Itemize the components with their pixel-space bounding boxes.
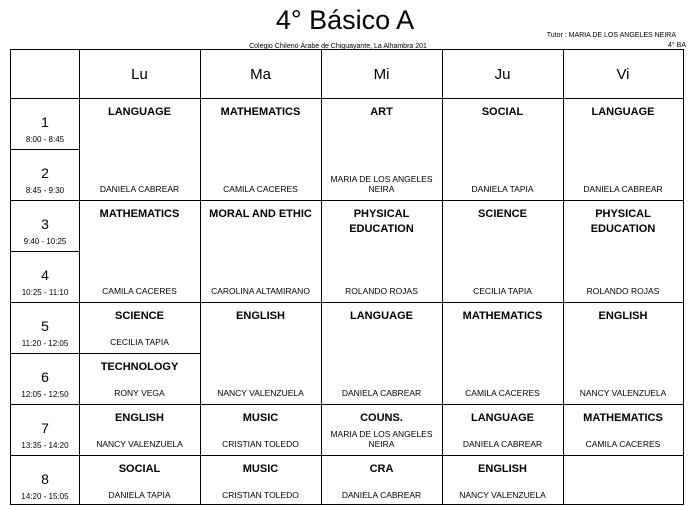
grid-line — [321, 302, 442, 303]
period-number: 4 — [41, 267, 49, 283]
period-label — [11, 353, 79, 404]
grid-line — [563, 200, 683, 201]
lesson-cell[interactable] — [563, 98, 683, 200]
period-label — [11, 98, 79, 149]
school-name: Colegio Chileno Árabe de Chiguayante, La Alhambra 201 — [249, 43, 427, 50]
grid-line — [11, 98, 683, 99]
period-label — [11, 302, 79, 353]
period-time: 13:35 - 14:20 — [21, 441, 69, 450]
lesson-teacher: NANCY VALENZUELA — [96, 439, 183, 449]
day-header: Ju — [494, 65, 511, 83]
lesson-subject: MATHEMATICS — [220, 106, 301, 118]
grid-line — [200, 455, 321, 456]
lesson-subject: ENGLISH — [598, 310, 648, 322]
day-header: Vi — [616, 65, 630, 83]
grid-line — [563, 404, 683, 405]
lesson-teacher: DANIELA TAPIA — [471, 184, 534, 194]
lesson-cell[interactable] — [200, 302, 321, 404]
period-number: 2 — [41, 165, 49, 181]
lesson-teacher: CECILIA TAPIA — [110, 337, 169, 347]
grid-line — [79, 50, 80, 504]
grid-line — [11, 251, 79, 252]
lesson-teacher: NANCY VALENZUELA — [217, 388, 304, 398]
lesson-cell[interactable] — [563, 200, 683, 302]
lesson-teacher: CAMILA CACERES — [102, 286, 177, 296]
grid-line — [563, 455, 683, 456]
group-code: 4° BA — [668, 42, 686, 49]
day-header: Lu — [131, 65, 148, 83]
lesson-cell[interactable] — [200, 404, 321, 455]
grid-line — [563, 302, 683, 303]
lesson-subject: MORAL AND ETHIC — [209, 208, 312, 220]
lesson-subject: MATHEMATICS — [99, 208, 180, 220]
lesson-cell[interactable] — [563, 302, 683, 404]
lesson-teacher: NANCY VALENZUELA — [579, 388, 667, 398]
lesson-teacher: CECILIA TAPIA — [473, 286, 532, 296]
period-time: 14:20 - 15:05 — [21, 492, 69, 501]
lesson-subject: ENGLISH — [478, 463, 527, 475]
grid-line — [200, 50, 201, 504]
period-label — [11, 149, 79, 200]
lesson-cell[interactable] — [321, 455, 442, 506]
lesson-teacher: DANIELA CABREAR — [583, 184, 663, 194]
grid-line — [11, 404, 79, 405]
lesson-subject: ENGLISH — [115, 412, 164, 424]
grid-line — [11, 200, 79, 201]
lesson-cell[interactable] — [442, 98, 563, 200]
grid-line — [79, 200, 200, 201]
grid-line — [11, 149, 79, 150]
lesson-subject: ENGLISH — [236, 310, 285, 322]
period-label — [11, 251, 79, 302]
period-time: 8:00 - 8:45 — [25, 135, 65, 144]
period-time: 8:45 - 9:30 — [25, 186, 65, 195]
schedule-title: 4° Básico A — [275, 5, 415, 35]
grid-line — [321, 200, 442, 201]
day-header: Ma — [250, 65, 271, 83]
grid-line — [11, 353, 79, 354]
lesson-teacher: ROLANDO ROJAS — [586, 286, 660, 296]
lesson-cell[interactable] — [442, 455, 563, 506]
period-number: 3 — [41, 216, 49, 232]
lesson-cell[interactable] — [321, 200, 442, 302]
period-number: 5 — [41, 318, 49, 334]
grid-line — [321, 50, 322, 504]
lesson-subject: TECHNOLOGY — [100, 361, 179, 373]
period-number: 8 — [41, 471, 49, 487]
grid-line — [321, 455, 442, 456]
lesson-teacher: RONY VEGA — [114, 388, 165, 398]
period-label — [11, 404, 79, 455]
lesson-cell[interactable] — [442, 200, 563, 302]
lesson-subject: LANGUAGE — [350, 310, 413, 322]
lesson-teacher: CRISTIAN TOLEDO — [222, 439, 299, 449]
grid-line — [79, 353, 200, 354]
lesson-subject: MATHEMATICS — [462, 310, 543, 322]
lesson-teacher: DANIELA CABREAR — [341, 490, 422, 500]
lesson-cell[interactable] — [79, 302, 200, 353]
lesson-subject: PHYSICAL EDUCATION — [349, 208, 414, 235]
lesson-subject: ART — [370, 106, 393, 118]
lesson-cell[interactable] — [200, 200, 321, 302]
lesson-cell[interactable] — [321, 302, 442, 404]
period-time: 9:40 - 10:25 — [23, 237, 67, 246]
lesson-teacher: MARIA DE LOS ANGELES NEIRA — [330, 174, 433, 194]
period-number: 7 — [41, 420, 49, 436]
grid-line — [200, 302, 321, 303]
grid-line — [11, 455, 79, 456]
grid-line — [442, 404, 563, 405]
lesson-subject: LANGUAGE — [591, 106, 655, 118]
grid-line — [563, 50, 564, 504]
lesson-subject: LANGUAGE — [108, 106, 171, 118]
lesson-cell[interactable] — [442, 404, 563, 455]
lesson-teacher: MARIA DE LOS ANGELES NEIRA — [330, 429, 433, 449]
grid-line — [442, 455, 563, 456]
grid-line — [200, 404, 321, 405]
lesson-teacher: DANIELA TAPIA — [108, 490, 171, 500]
period-number: 6 — [41, 369, 49, 385]
grid-line — [79, 404, 200, 405]
tutor-label: Tutor : MARIA DE LOS ANGELES NEIRA — [546, 32, 676, 39]
lesson-teacher: NANCY VALENZUELA — [459, 490, 546, 500]
lesson-teacher: DANIELA CABREAR — [341, 388, 422, 398]
grid-line — [11, 302, 79, 303]
period-time: 10:25 - 11:10 — [21, 288, 69, 297]
lesson-subject: LANGUAGE — [471, 412, 534, 424]
lesson-teacher: CAMILA CACERES — [585, 439, 661, 449]
grid-line — [321, 404, 442, 405]
grid-line — [200, 200, 321, 201]
period-number: 1 — [41, 114, 49, 130]
lesson-subject: COUNS. — [360, 412, 403, 424]
lesson-cell[interactable] — [79, 200, 200, 302]
lesson-cell[interactable] — [200, 98, 321, 200]
lesson-cell[interactable] — [79, 404, 200, 455]
period-time: 12:05 - 12:50 — [21, 390, 69, 399]
lesson-subject: CRA — [369, 463, 394, 475]
lesson-cell[interactable] — [321, 98, 442, 200]
lesson-teacher: CRISTIAN TOLEDO — [222, 490, 299, 500]
lesson-cell[interactable] — [563, 404, 683, 455]
grid-line — [442, 200, 563, 201]
lesson-teacher: CAMILA CACERES — [465, 388, 540, 398]
lesson-teacher: DANIELA CABREAR — [462, 439, 543, 449]
lesson-teacher: ROLANDO ROJAS — [345, 286, 418, 296]
grid-line — [442, 302, 563, 303]
lesson-subject: SCIENCE — [478, 208, 527, 220]
lesson-subject: SOCIAL — [118, 463, 161, 475]
period-label — [11, 200, 79, 251]
day-header: Mi — [373, 65, 390, 83]
lesson-teacher: CAROLINA ALTAMIRANO — [211, 286, 310, 296]
lesson-subject: MUSIC — [242, 463, 279, 475]
grid-line — [442, 50, 443, 504]
timetable-grid — [10, 49, 684, 505]
lesson-cell[interactable] — [79, 98, 200, 200]
period-label — [11, 455, 79, 506]
lesson-subject: MUSIC — [242, 412, 279, 424]
period-time: 11:20 - 12:05 — [21, 339, 69, 348]
lesson-cell[interactable] — [321, 404, 442, 455]
lesson-teacher: CAMILA CACERES — [223, 184, 298, 194]
lesson-subject: SOCIAL — [481, 106, 524, 118]
lesson-subject: PHYSICAL EDUCATION — [590, 208, 656, 235]
grid-line — [79, 455, 200, 456]
lesson-cell[interactable] — [79, 455, 200, 506]
lesson-subject: SCIENCE — [115, 310, 164, 322]
lesson-teacher: DANIELA CABREAR — [99, 184, 180, 194]
grid-line — [79, 302, 200, 303]
lesson-cell[interactable] — [442, 302, 563, 404]
lesson-subject: MATHEMATICS — [583, 412, 663, 424]
lesson-cell[interactable] — [200, 455, 321, 506]
lesson-cell[interactable] — [79, 353, 200, 404]
